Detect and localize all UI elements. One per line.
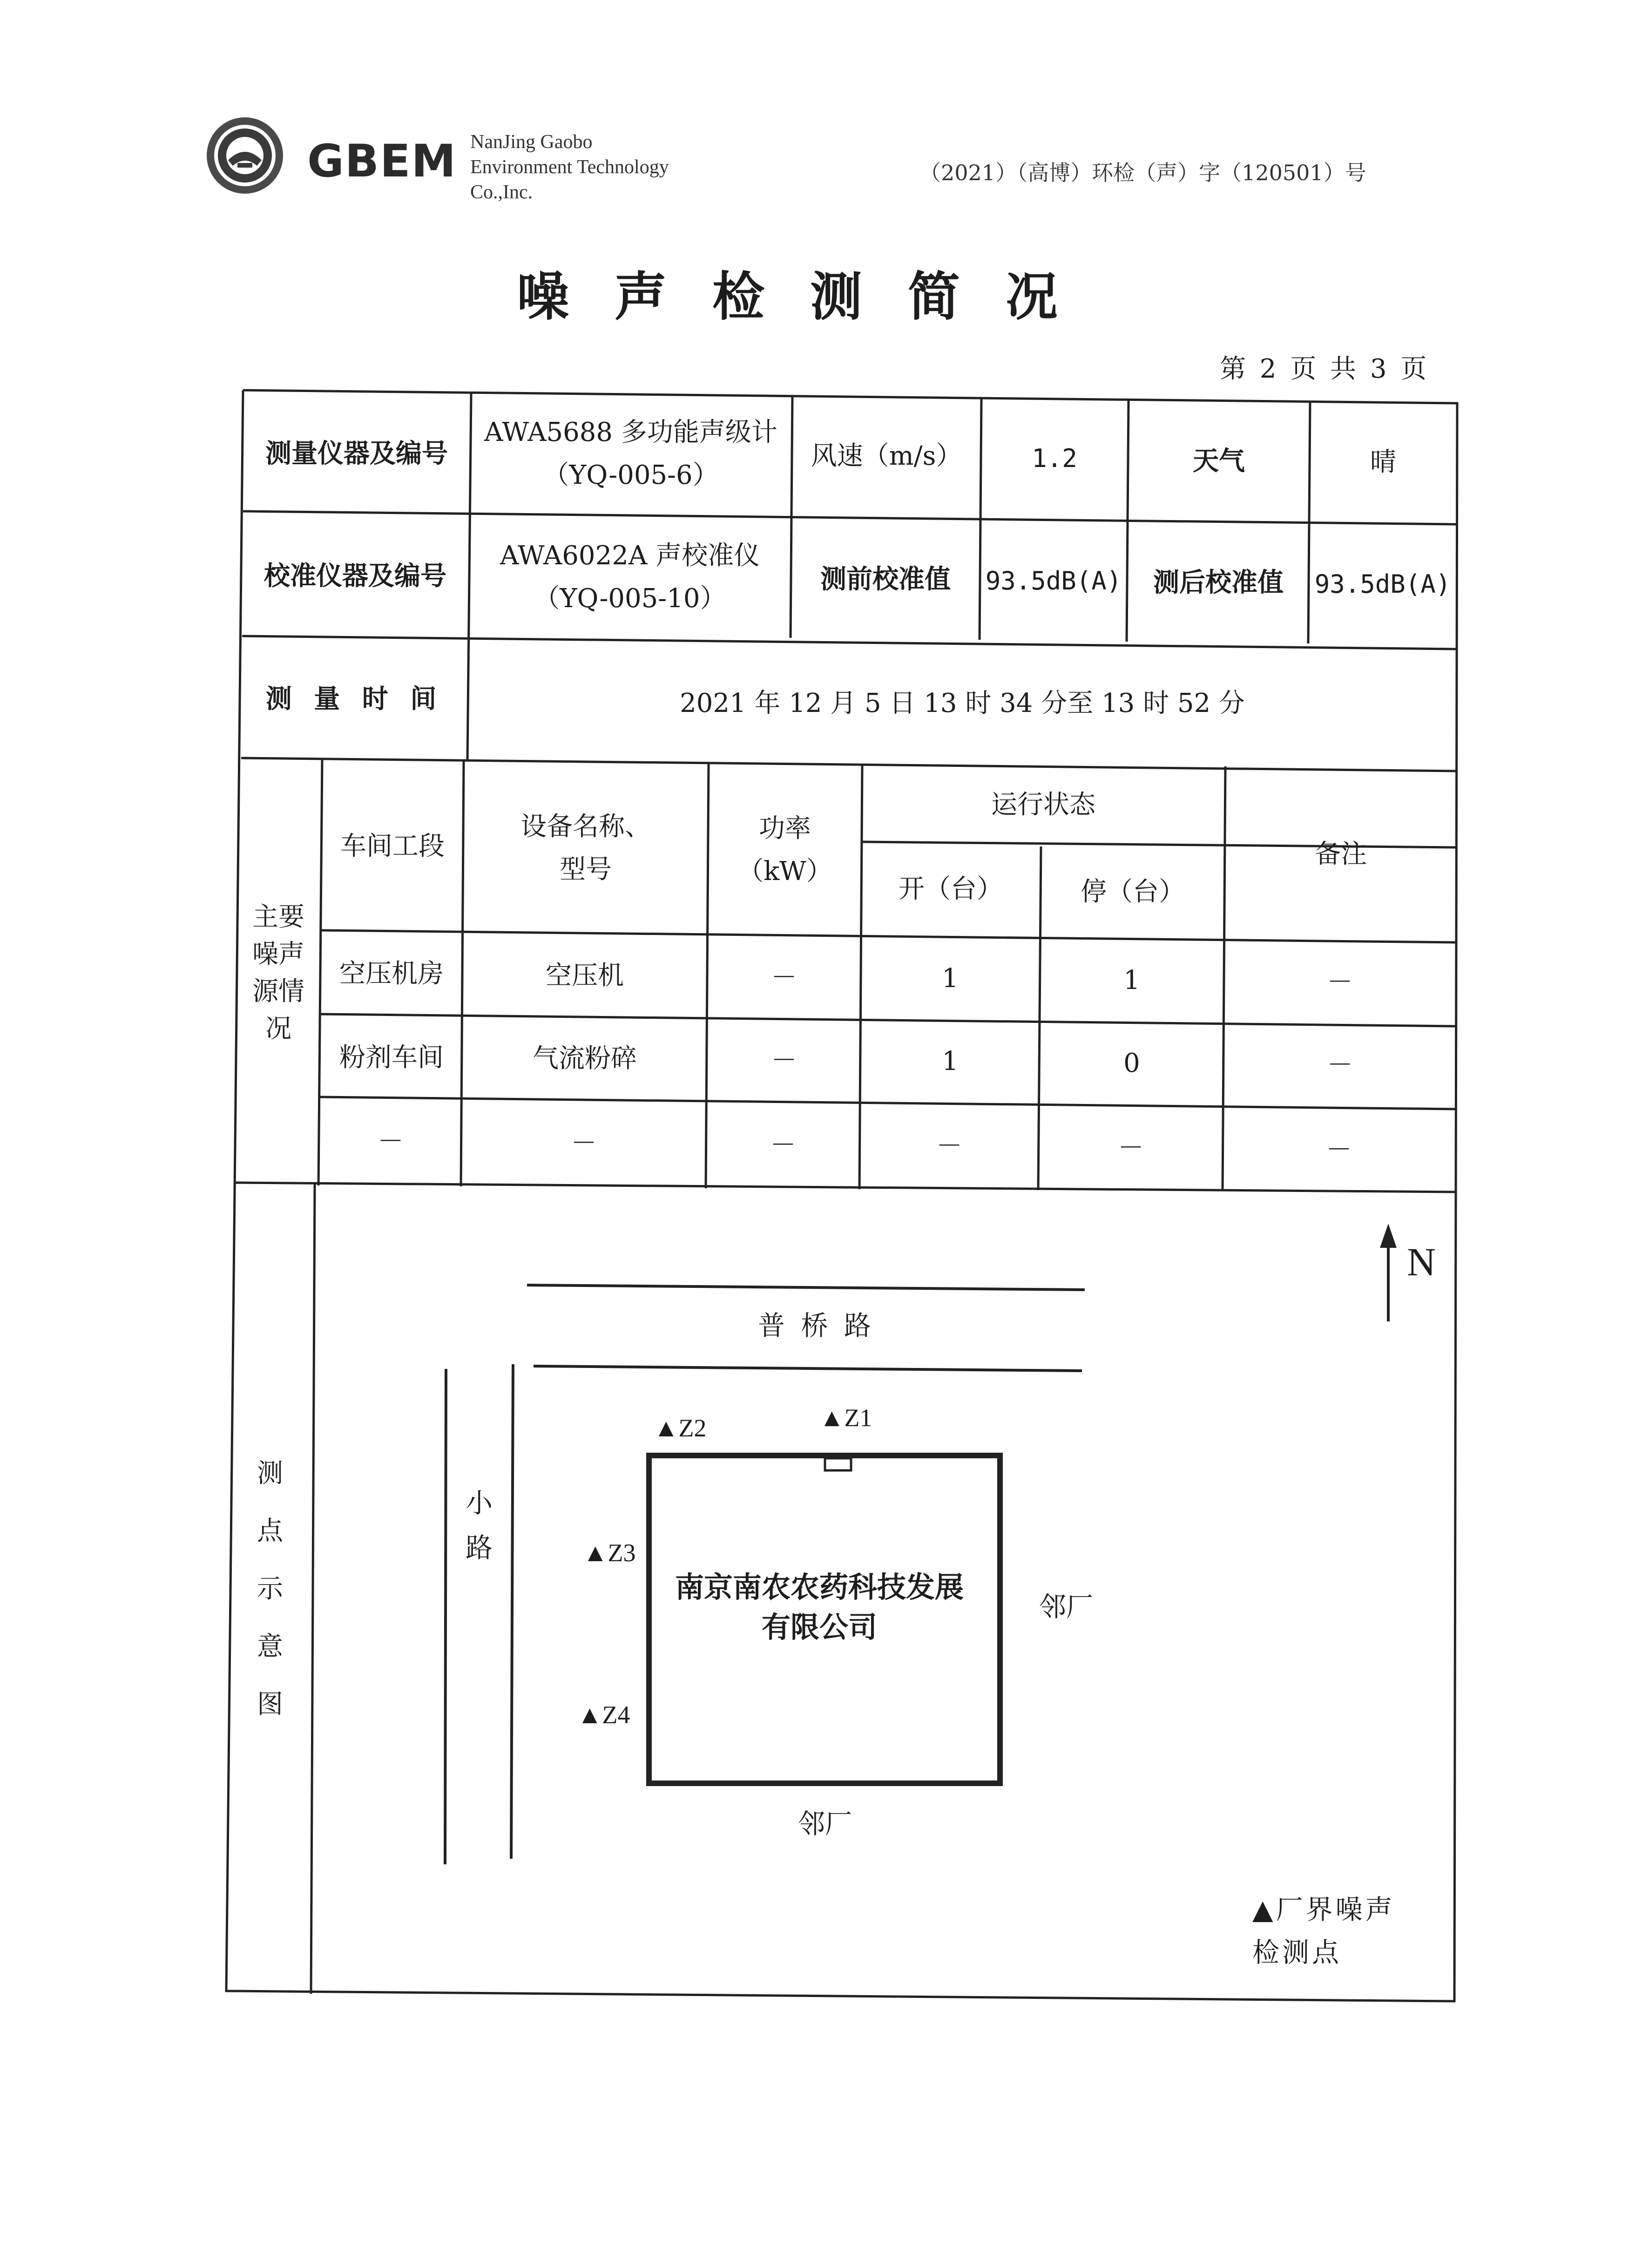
legend-line-1: ▲厂界噪声 (1252, 1894, 1395, 1925)
weather-label: 天气 (1193, 446, 1245, 476)
page-title: 噪声检测简况 (517, 266, 1103, 327)
road-left-edge-west (445, 1369, 446, 1864)
company-name-line-2: Environment Technology (470, 156, 669, 178)
legend-line-2: 检测点 (1252, 1936, 1342, 1968)
wind-speed-value: 1.2 (1032, 444, 1077, 473)
factory-name-line-1: 南京南农农药科技发展 (675, 1570, 964, 1604)
neighbor-factory-south: 邻厂 (798, 1808, 852, 1840)
document-number: （2021）（高博）环检（声）字（120501）号 (919, 160, 1366, 185)
header-power-line-1: 功率 (759, 813, 811, 844)
measure-point-z3: ▲Z3 (583, 1539, 636, 1567)
row1-remark: － (1327, 967, 1353, 997)
road-left-label-char: 路 (466, 1532, 493, 1564)
company-name-line-3: Co.,Inc. (470, 182, 533, 203)
road-top-edge-south (534, 1366, 1082, 1371)
factory-name-line-2: 有限公司 (761, 1610, 877, 1644)
post-calibration-label: 测后校准值 (1153, 567, 1284, 598)
noise-source-label-line: 源情 (252, 976, 304, 1007)
calibration-instrument-id: （YQ-005-10） (534, 583, 726, 614)
header-workshop: 车间工段 (340, 831, 445, 861)
road-left-label-char: 小 (466, 1487, 493, 1519)
row2-workshop: 粉剂车间 (339, 1043, 444, 1073)
header-running-on: 开（台） (899, 874, 1003, 904)
measure-instrument-label: 测量仪器及编号 (265, 438, 448, 469)
road-left-label (466, 1481, 493, 1570)
diagram-label-char: 点 (257, 1516, 283, 1546)
header-equipment-line-1: 设备名称、 (520, 812, 651, 842)
row3-equipment: － (571, 1128, 597, 1158)
measure-instrument-id: （YQ-005-6） (543, 460, 719, 490)
row1-workshop: 空压机房 (339, 959, 444, 989)
road-top-label: 普 桥 路 (758, 1310, 875, 1341)
measure-point-z4: ▲Z4 (577, 1701, 630, 1729)
measure-point-z1: ▲Z1 (819, 1404, 872, 1432)
road-top-edge-north (527, 1285, 1085, 1290)
diagram-label-char: 意 (257, 1632, 283, 1662)
company-name-line-1: NanJing Gaobo (470, 131, 593, 153)
row2-remark: － (1327, 1050, 1353, 1080)
row3-power: － (770, 1130, 796, 1160)
diagram-legend (1252, 1888, 1395, 1974)
road-left-edge-east (511, 1364, 513, 1859)
wind-speed-label: 风速（m/s） (811, 441, 962, 471)
page-number: 第 2 页 共 3 页 (1220, 354, 1430, 384)
diagram-label-char: 图 (257, 1689, 283, 1720)
row3-remark: － (1326, 1135, 1352, 1165)
post-calibration-value: 93.5dB(A) (1314, 569, 1451, 599)
row2-equipment: 气流粉碎 (533, 1043, 637, 1074)
north-arrow-head (1380, 1224, 1397, 1248)
noise-source-label-line: 主要 (252, 902, 304, 932)
pre-calibration-label: 测前校准值 (820, 564, 951, 595)
row1-off: 1 (1123, 965, 1140, 995)
neighbor-factory-east: 邻厂 (1039, 1591, 1094, 1623)
row2-power: － (771, 1045, 797, 1076)
header-running-status: 运行状态 (991, 790, 1095, 820)
row3-off: － (1118, 1133, 1144, 1163)
weather-value: 晴 (1370, 447, 1396, 477)
header-running-off: 停（台） (1081, 877, 1185, 907)
header-power-line-2: （kW） (737, 856, 832, 887)
measurement-time-value: 2021 年 12 月 5 日 13 时 34 分至 13 时 52 分 (680, 688, 1245, 718)
row3-workshop: － (378, 1126, 404, 1157)
measure-instrument-name: AWA5688 多功能声级计 (484, 417, 777, 447)
diagram-label-char: 示 (257, 1574, 283, 1604)
row3-on: － (936, 1131, 962, 1161)
row1-equipment: 空压机 (546, 961, 624, 991)
measurement-time-label: 测 量 时 间 (265, 684, 443, 714)
calibration-instrument-label: 校准仪器及编号 (264, 561, 446, 591)
row2-on: 1 (942, 1046, 959, 1076)
calibration-instrument-name: AWA6022A 声校准仪 (500, 541, 760, 571)
factory-name (647, 1449, 992, 1766)
pre-calibration-value: 93.5dB(A) (985, 566, 1122, 596)
logo-text: GBEM (307, 135, 457, 187)
noise-source-label-line: 况 (265, 1014, 291, 1044)
header-equipment-line-2: 型号 (560, 854, 612, 885)
measure-point-z2: ▲Z2 (654, 1414, 707, 1442)
north-label: N (1407, 1239, 1436, 1284)
row1-power: － (771, 962, 797, 993)
noise-source-label-line: 噪声 (252, 939, 304, 969)
row1-on: 1 (942, 963, 959, 994)
row2-off: 0 (1123, 1048, 1140, 1078)
header-remark: 备注 (1315, 839, 1367, 869)
diagram-label-char: 测 (257, 1458, 283, 1489)
